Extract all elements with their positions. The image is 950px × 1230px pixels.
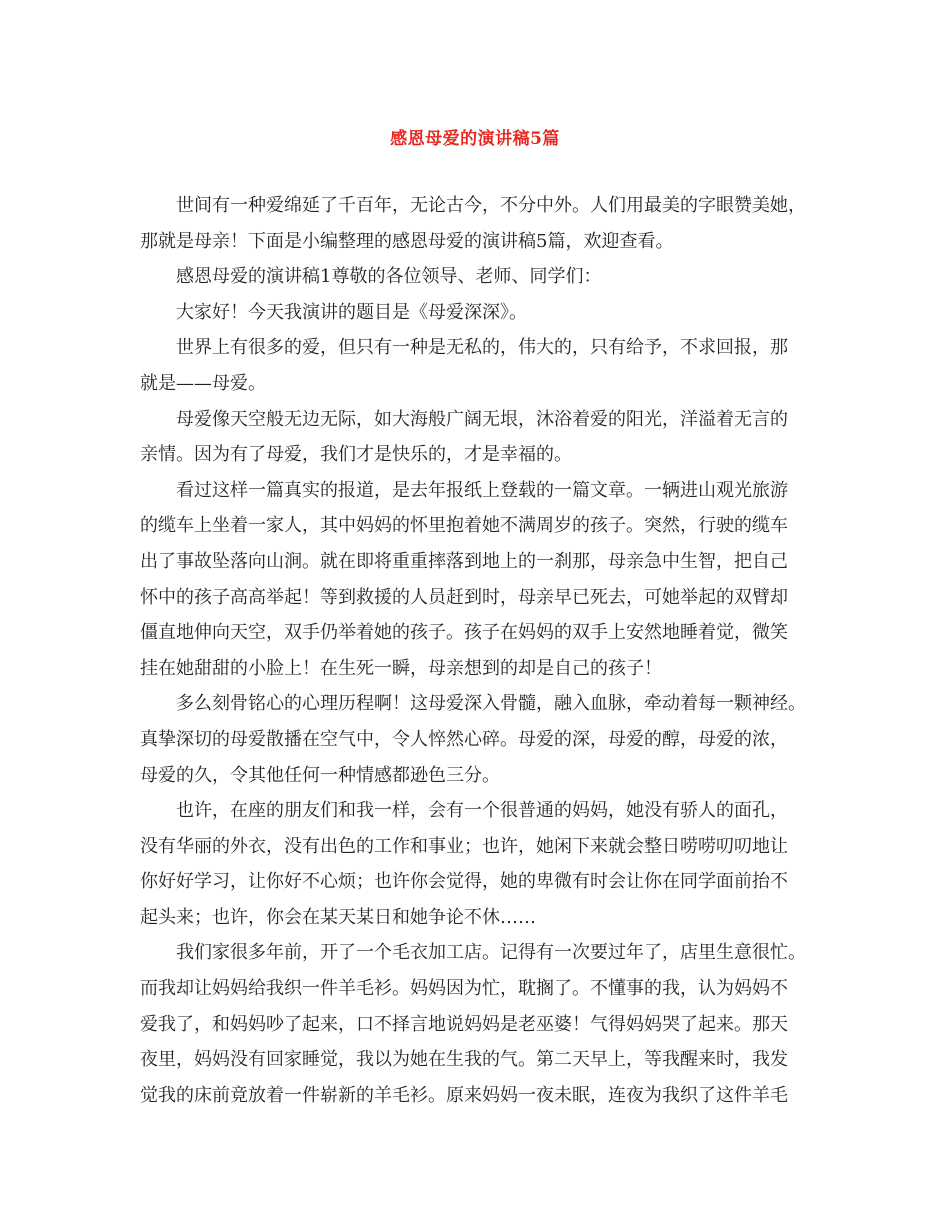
body-line: 感恩母爱的演讲稿1尊敬的各位领导、老师、同学们： <box>176 266 602 288</box>
body-line: 我们家很多年前，开了一个毛衣加工店。记得有一次要过年了，店里生意很忙。 <box>176 942 806 964</box>
body-line: 夜里，妈妈没有回家睡觉，我以为她在生我的气。第二天早上，等我醒来时，我发 <box>140 1049 788 1071</box>
body-line: 亲情。因为有了母爱，我们才是快乐的，才是幸福的。 <box>140 444 572 466</box>
body-line: 出了事故坠落向山涧。就在即将重重摔落到地上的一刹那，母亲急中生智，把自己 <box>140 550 788 572</box>
body-line: 而我却让妈妈给我织一件羊毛衫。妈妈因为忙，耽搁了。不懂事的我，认为妈妈不 <box>140 978 788 1000</box>
body-line: 爱我了，和妈妈吵了起来，口不择言地说妈妈是老巫婆！气得妈妈哭了起来。那天 <box>140 1013 788 1035</box>
body-line: 僵直地伸向天空，双手仍举着她的孩子。孩子在妈妈的双手上安然地睡着觉，微笑 <box>140 622 788 644</box>
body-line: 没有华丽的外衣，没有出色的工作和事业；也许，她闲下来就会整日唠唠叨叨地让 <box>140 835 788 857</box>
body-line: 看过这样一篇真实的报道，是去年报纸上登载的一篇文章。一辆进山观光旅游 <box>176 479 788 501</box>
body-line: 那就是母亲！下面是小编整理的感恩母爱的演讲稿5篇，欢迎查看。 <box>140 230 674 252</box>
body-line: 觉我的床前竟放着一件崭新的羊毛衫。原来妈妈一夜未眠，连夜为我织了这件羊毛 <box>140 1084 788 1106</box>
body-line: 就是——母爱。 <box>140 372 266 394</box>
body-line: 世间有一种爱绵延了千百年，无论古今，不分中外。人们用最美的字眼赞美她， <box>176 195 806 216</box>
body-line: 的缆车上坐着一家人，其中妈妈的怀里抱着她不满周岁的孩子。突然，行驶的缆车 <box>140 515 788 537</box>
document-body <box>140 188 820 1113</box>
body-line: 挂在她甜甜的小脸上！在生死一瞬，母亲想到的却是自己的孩子！ <box>140 657 662 679</box>
body-line: 怀中的孩子高高举起！等到救援的人员赶到时，母亲早已死去，可她举起的双臂却 <box>140 586 788 608</box>
body-line: 你好好学习，让你好不心烦；也许你会觉得，她的卑微有时会让你在同学面前抬不 <box>140 871 788 893</box>
body-line: 真挚深切的母爱散播在空气中，令人悴然心碎。母爱的深，母爱的醇，母爱的浓， <box>140 728 788 750</box>
body-line: 世界上有很多的爱，但只有一种是无私的，伟大的，只有给予，不求回报，那 <box>176 337 788 359</box>
body-line: 多么刻骨铭心的心理历程啊！这母爱深入骨髓，融入血脉，牵动着每一颗神经。 <box>176 693 806 715</box>
body-line: 大家好！今天我演讲的题目是《母爱深深》。 <box>176 301 527 323</box>
body-line: 母爱像天空般无边无际，如大海般广阔无垠，沐浴着爱的阳光，洋溢着无言的 <box>176 408 788 430</box>
body-line: 母爱的久，令其他任何一种情感都逊色三分。 <box>140 764 500 786</box>
body-line: 也许，在座的朋友们和我一样，会有一个很普通的妈妈，她没有骄人的面孔， <box>176 800 788 822</box>
document-title: 感恩母爱的演讲稿5篇 <box>390 129 560 149</box>
body-line: 起头来；也许，你会在某天某日和她争论不休…… <box>140 906 536 928</box>
